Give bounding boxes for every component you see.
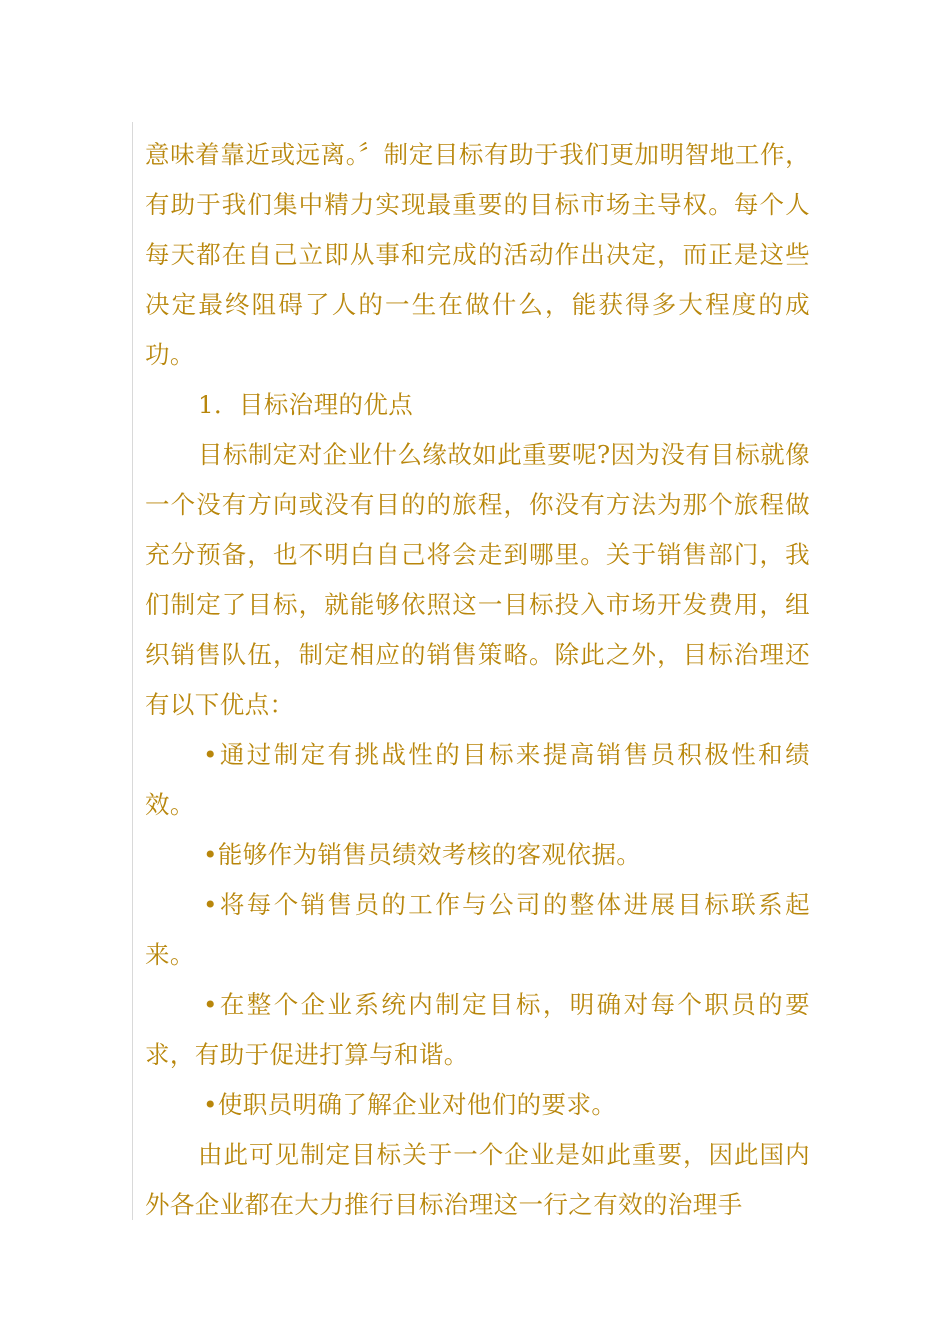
bullet-item: •使职员明确了解企业对他们的要求。 [203,1090,617,1119]
document-body [145,130,810,1230]
bullet-item: •通过制定有挑战性的目标来提高销售员积极性和绩效。 [145,740,810,819]
paragraph-conclusion: 由此可见制定目标关于一个企业是如此重要，因此国内外各企业都在大力推行目标治理这一行之有效的治理手 [145,1140,810,1219]
bullet-item: •将每个销售员的工作与公司的整体进展目标联系起来。 [145,890,810,969]
bullet-item: •在整个企业系统内制定目标，明确对每个职员的要求，有助于促进打算与和谐。 [145,990,810,1069]
section-heading: 1．目标治理的优点 [198,390,414,419]
paragraph-continuation: 意味着靠近或远离。〞制定目标有助于我们更加明智地工作，有助于我们集中精力实现最重要的目标市场主导权。每个人每天都在自己立即从事和完成的活动作出决定，而正是这些决定最终阻碍了人的一生在做什么，能获得多大程度的成功。 [145,140,810,369]
bullet-item: •能够作为销售员绩效考核的客观依据。 [203,840,642,869]
paragraph-importance: 目标制定对企业什么缘故如此重要呢?因为没有目标就像一个没有方向或没有目的的旅程，你没有方法为那个旅程做充分预备，也不明白自己将会走到哪里。关于销售部门，我们制定了目标，就能够依照这一目标投入市场开发费用，组织销售队伍，制定相应的销售策略。除此之外，目标治理还有以下优点： [145,440,810,719]
margin-rule [132,122,133,1220]
